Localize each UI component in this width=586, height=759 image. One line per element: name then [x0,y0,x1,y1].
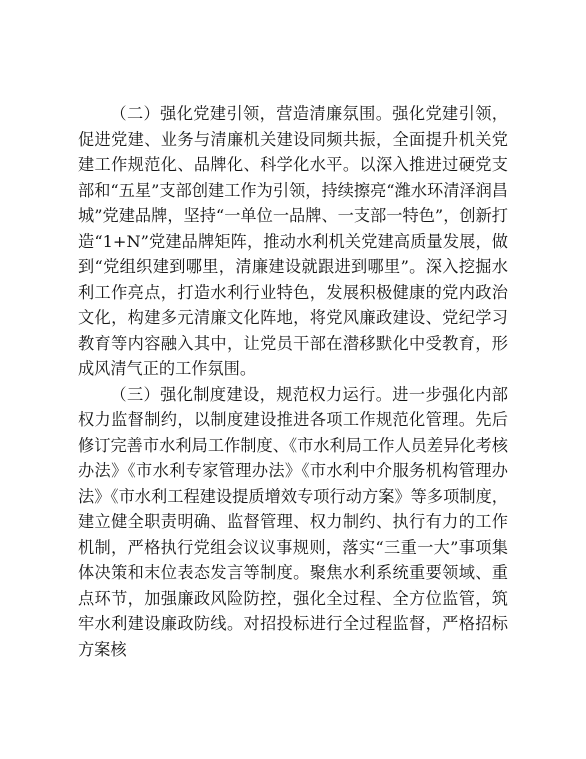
document-body [78,101,508,662]
paragraph-institution-building: （三）强化制度建设，规范权力运行。进一步强化内部权力监督制约，以制度建设推进各项工作规范化管理。先后修订完善市水利局工作制度、《市水利局工作人员差异化考核办法》《市水利专家管理办法》《市水利中介服务机构管理办法》《市水利工程建设提质增效专项行动方案》等多项制度，建立健全职责明确、监督管理、权力制约、执行有力的工作机制，严格执行党组会议议事规则，落实“三重一大”事项集体决策和末位表态发言等制度。聚焦水利系统重要领域、重点环节，加强廉政风险防控，强化全过程、全方位监管，筑牢水利建设廉政防线。对招投标进行全过程监督，严格招标方案核 [78,384,508,659]
paragraph-party-building: （二）强化党建引领，营造清廉氛围。强化党建引领，促进党建、业务与清廉机关建设同频共振，全面提升机关党建工作规范化、品牌化、科学化水平。以深入推进过硬党支部和“五星”支部创建工作为引领，持续擦亮“潍水环清泽润昌城”党建品牌，坚持“一单位一品牌、一支部一特色”，创新打造“1+N”党建品牌矩阵，推动水利机关党建高质量发展，做到“党组织建到哪里，清廉建设就跟进到哪里”。深入挖掘水利工作亮点，打造水利行业特色，发展积极健康的党内政治文化，构建多元清廉文化阵地，将党风廉政建设、党纪学习教育等内容融入其中，让党员干部在潜移默化中受教育，形成风清气正的工作氛围。 [78,104,508,378]
